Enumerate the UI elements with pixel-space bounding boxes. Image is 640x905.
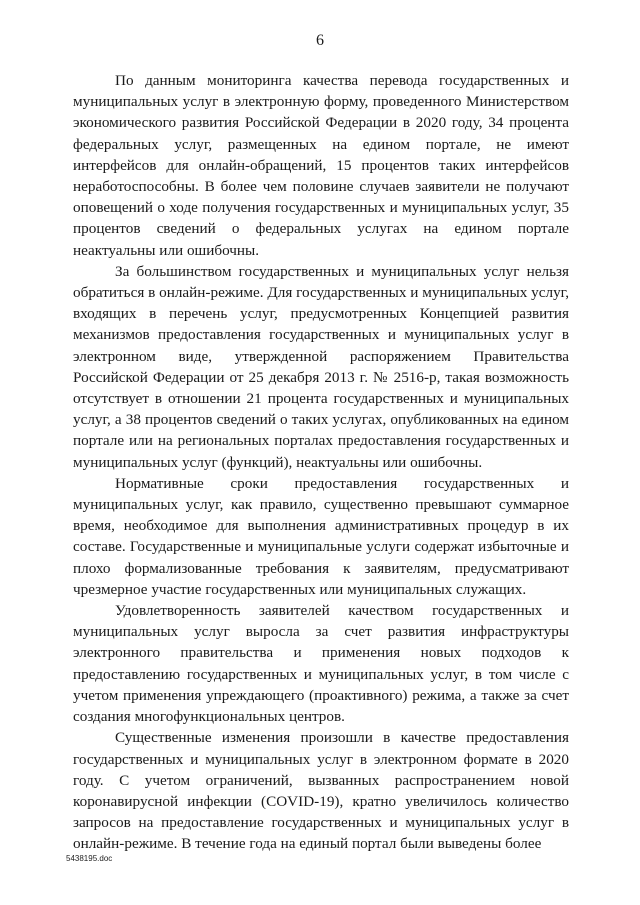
document-code: 5438195.doc <box>66 854 113 863</box>
paragraph-changes-2020: Существенные изменения произошли в качестве предоставления государственных и муниципальных услуг в электронном формате в 2020 году. С учетом ограничений, вызванных распространением новой коронавирусной инфекции (COVID-19), кратно увеличилось количество запросов на предоставление государственных и муниципальных услуг в онлайн-режиме. В течение года на единый портал были выведены более <box>73 729 569 853</box>
paragraph-satisfaction: Удовлетворенность заявителей качеством государственных и муниципальных услуг выросла за счет развития инфраструктуры электронного правительства и применения новых подходов к предоставлению государственных и муниципальных услуг, в том числе с учетом применения упреждающего (проактивного) режима, а также за счет создания многофункциональных центров. <box>73 602 569 726</box>
document-body <box>73 70 569 855</box>
page-number: 6 <box>316 32 324 49</box>
paragraph-online-access: За большинством государственных и муниципальных услуг нельзя обратиться в онлайн-режиме. Для государственных и муниципальных услуг, входящих в перечень услуг, предусмотренных Концепцией развития механизмов предоставления государственных и муниципальных услуг в электронном виде, утвержденной распоряжением Правительства Российской Федерации от 25 декабря 2013 г. № 2516-р, такая возможность отсутствует в отношении 21 процента государственных и муниципальных услуг, а 38 процентов сведений о таких услугах, опубликованных на едином портале или на региональных порталах предоставления государственных и муниципальных услуг (функций), неактуальны или ошибочны. <box>73 262 569 471</box>
paragraph-deadlines: Нормативные сроки предоставления государственных и муниципальных услуг, как правило, существенно превышают суммарное время, необходимое для выполнения административных процедур в их составе. Государственные и муниципальные услуги содержат избыточные и плохо формализованные требования к заявителям, предусматривают чрезмерное участие государственных или муниципальных служащих. <box>73 474 569 598</box>
paragraph-monitoring: По данным мониторинга качества перевода государственных и муниципальных услуг в электронную форму, проведенного Министерством экономического развития Российской Федерации в 2020 году, 34 процента федеральных услуг, размещенных на едином портале, не имеют интерфейсов для онлайн-обращений, 15 процентов таких интерфейсов неработоспособны. В более чем половине случаев заявители не получают оповещений о ходе получения государственных и муниципальных услуг, 35 процентов сведений о федеральных услугах на едином портале неактуальны или ошибочны. <box>73 72 569 259</box>
